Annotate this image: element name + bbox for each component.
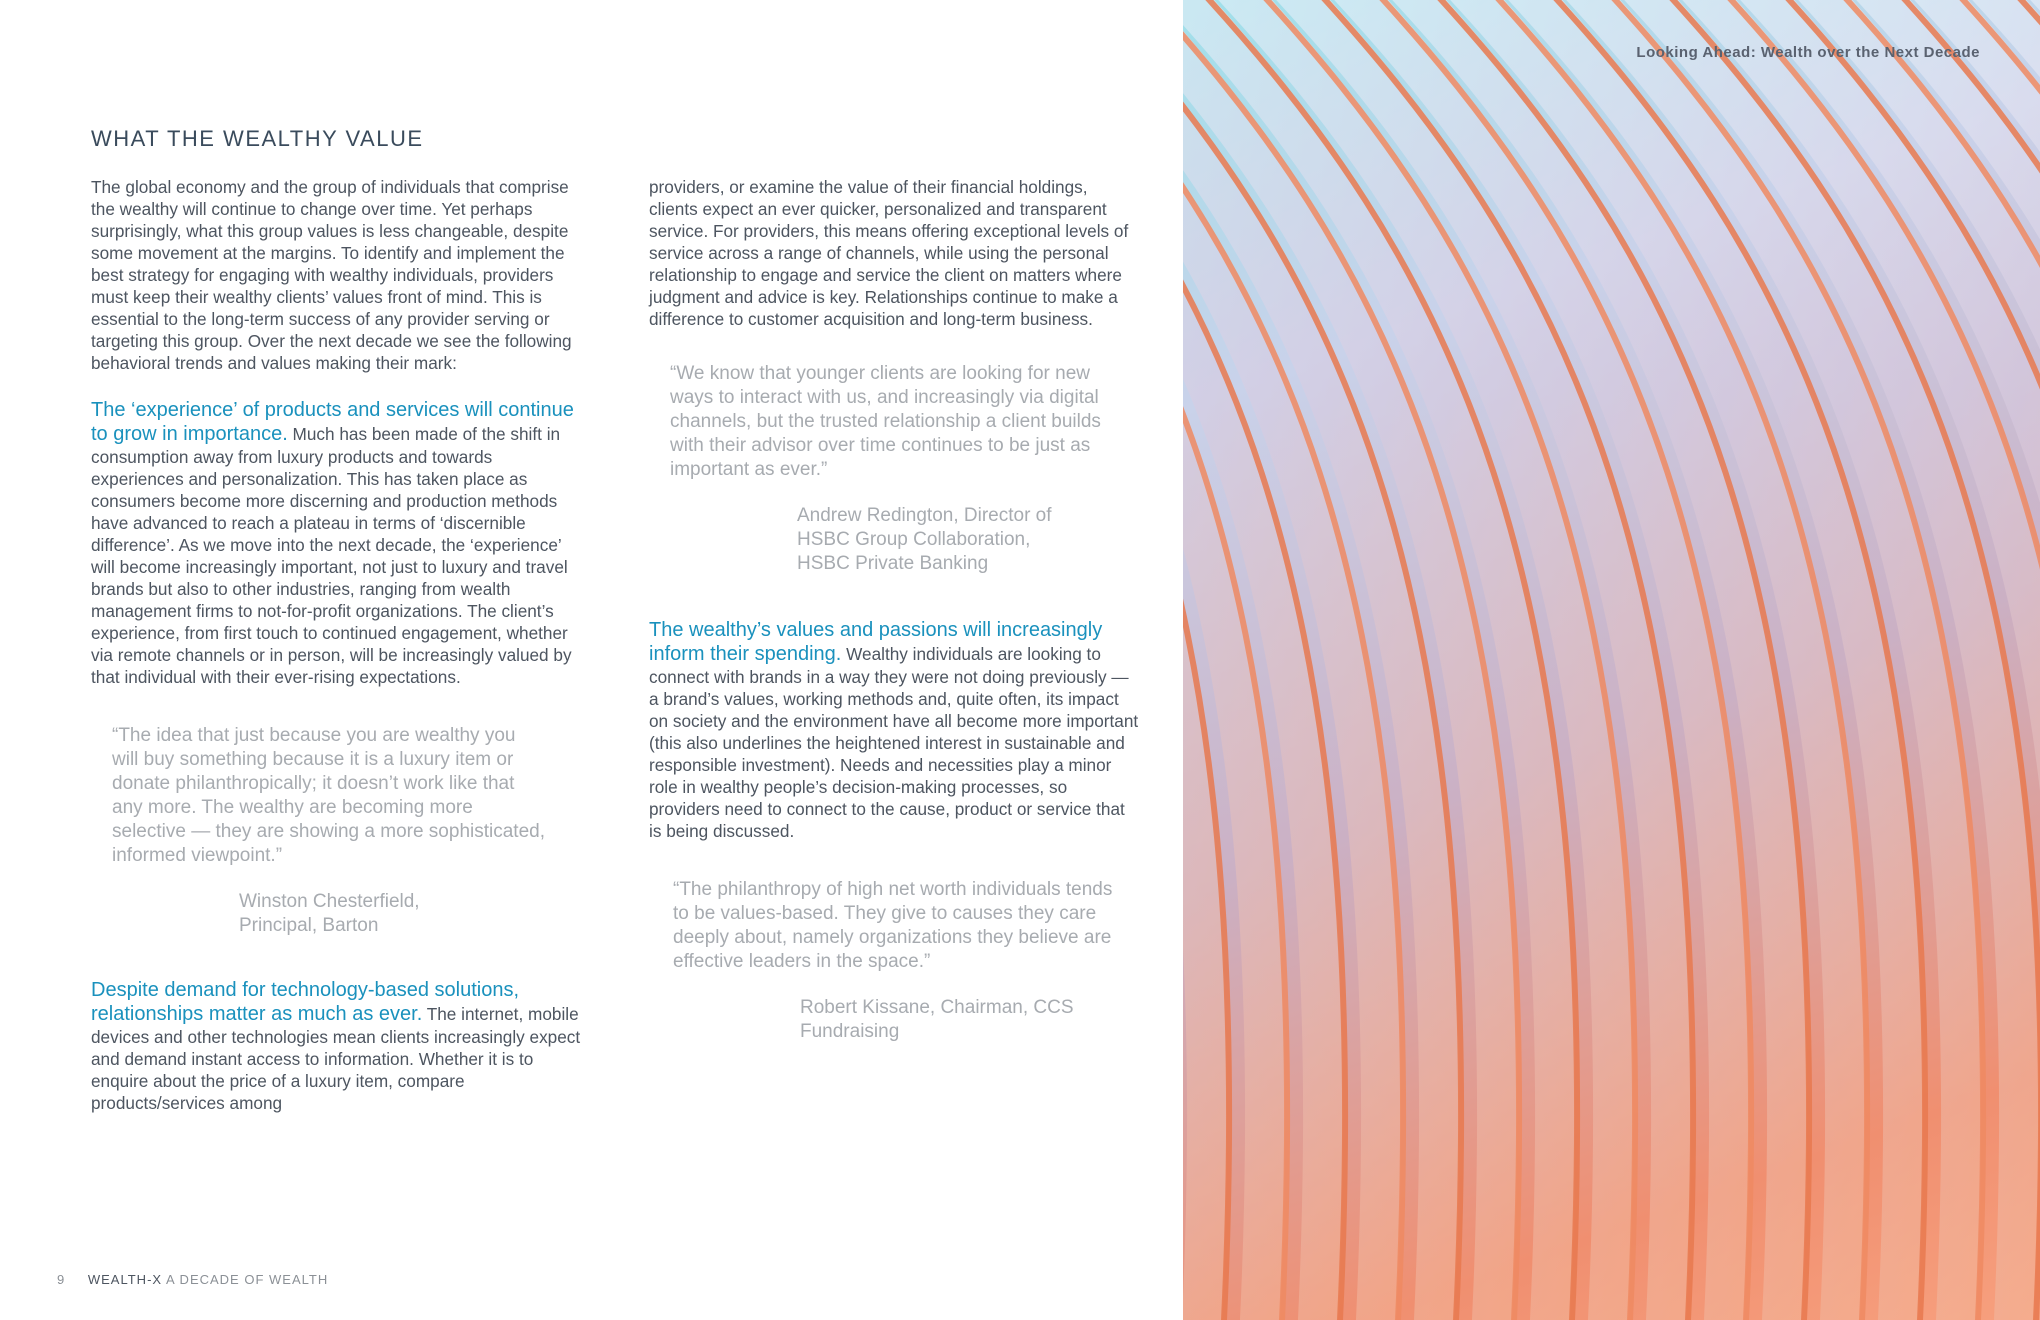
intro-paragraph: The global economy and the group of individuals that comprise the wealthy will continue to change over time. Yet perhaps surprisingly, what this group values is less changeable, despite some movement at the margins. To identify and implement the best strategy for engaging with wealthy individuals, providers must keep their wealthy clients’ values front of mind. This is essential to the long-term success of any provider serving or targeting this group. Over the next decade we see the following behavioral trends and values making their mark: bbox=[91, 177, 572, 373]
right-column bbox=[649, 176, 1144, 1044]
left-column bbox=[91, 176, 586, 1114]
quote-block-1 bbox=[91, 724, 547, 938]
footer-publication: A DECADE OF WEALTH bbox=[165, 1272, 329, 1287]
architectural-ribs-image bbox=[1183, 0, 2040, 1320]
ribs-group bbox=[1183, 0, 2040, 1320]
continued-paragraph: providers, or examine the value of their financial holdings, clients expect an ever quicker, personalized and transparent service. For providers, this means offering exceptional levels of service across a range of channels, while using the personal relationship to engage and service the client on matters where judgment and advice is key. Relationships continue to make a difference to customer acquisition and long-term business. bbox=[649, 177, 1129, 329]
quote-block-2 bbox=[649, 362, 1110, 576]
section-title: WHAT THE WEALTHY VALUE bbox=[91, 126, 424, 151]
trend-technology-lead: Despite demand for technology-based solutions, relationships matter as much as ever. bbox=[91, 979, 520, 1025]
trend-values-body: Wealthy individuals are looking to connect with brands in a way they were not doing previously — a brand’s values, working methods and, quite often, its impact on society and the environment have all become more important (this also underlines the heightened interest in sustainable and responsible investment). Needs and necessities play a minor role in wealthy people’s decision-making processes, so providers need to connect to the cause, product or service that is being discussed. bbox=[649, 644, 1139, 841]
ribs-artwork bbox=[1183, 0, 2040, 1320]
running-header: Looking Ahead: Wealth over the Next Decade bbox=[1636, 44, 1980, 61]
quote-1: “The idea that just because you are wealthy you will buy something because it is a luxury item or donate philanthropically; it doesn’t work like that any more. The wealthy are becoming more selective — they are showing a more sophisticated, informed viewpoint.” bbox=[112, 725, 545, 866]
trend-technology-body: The internet, mobile devices and other technologies mean clients increasingly expect and demand instant access to information. Whether it is to enquire about the price of a luxury item, compare products/services among bbox=[91, 1004, 581, 1113]
page-footer bbox=[57, 1272, 328, 1287]
trend-values-lead: The wealthy’s values and passions will increasingly inform their spending. bbox=[649, 619, 1103, 665]
quote-3: “The philanthropy of high net worth individuals tends to be values-based. They give to causes they care deeply about, namely organizations they believe are effective leaders in the space.” bbox=[673, 879, 1113, 972]
quote-1-attribution: Winston Chesterfield, Principal, Barton bbox=[239, 891, 420, 936]
trend-experience-lead: The ‘experience’ of products and services will continue to grow in importance. bbox=[91, 399, 574, 445]
trend-technology-paragraph bbox=[91, 978, 586, 1114]
page-number: 9 bbox=[57, 1272, 66, 1287]
trend-experience-paragraph bbox=[91, 398, 586, 688]
footer-brand: WEALTH-X bbox=[87, 1272, 163, 1287]
trend-experience-body: Much has been made of the shift in consumption away from luxury products and towards experiences and personalization. This has taken place as consumers become more discerning and production methods have advanced to reach a plateau in terms of ‘discernible difference’. As we move into the next decade, the ‘experience’ will become increasingly important, not just to luxury and travel brands but also to other industries, ranging from wealth management firms to not-for-profit organizations. The client’s experience, from first touch to continued engagement, whether via remote channels or in person, will be increasingly valued by that individual with their ever-rising expectations. bbox=[91, 424, 572, 687]
trend-values-paragraph bbox=[649, 618, 1139, 842]
quote-2: “We know that younger clients are looking for new ways to interact with us, and increasingly via digital channels, but the trusted relationship a client builds with their advisor over time continues to be just as important as ever.” bbox=[670, 363, 1101, 480]
quote-block-3 bbox=[649, 878, 1113, 1044]
quote-2-attribution: Andrew Redington, Director of HSBC Group Collaboration, HSBC Private Banking bbox=[797, 505, 1052, 574]
quote-3-attribution: Robert Kissane, Chairman, CCS Fundraising bbox=[800, 997, 1074, 1042]
